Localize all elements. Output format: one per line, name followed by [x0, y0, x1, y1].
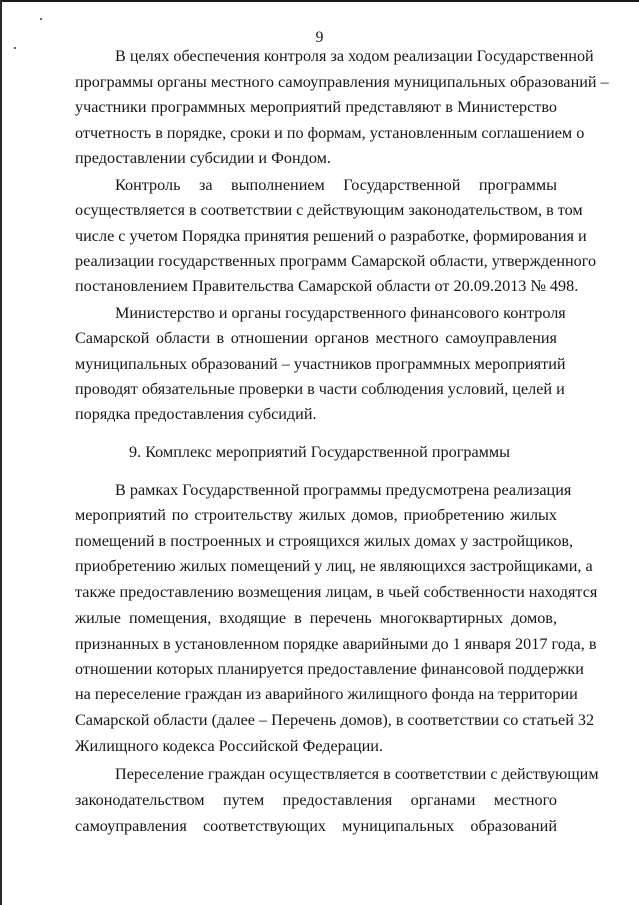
text-line: жилые помещения, входящие в перечень многоквартирных домов, — [75, 609, 557, 627]
scan-speck — [40, 18, 42, 20]
text-line: Переселение граждан осуществляется в соответствии с действующим — [115, 765, 599, 783]
text-line: отчетность в порядке, сроки и по формам, установленным соглашением о — [75, 124, 585, 142]
page-number: 9 — [315, 29, 324, 46]
text-line: помещений в построенных и строящихся жилых домах у застройщиков, — [75, 532, 574, 550]
text-line: проводят обязательные проверки в части соблюдения условий, целей и — [75, 380, 565, 398]
text-line: предоставлении субсидии и Фондом. — [75, 149, 331, 167]
text-line: приобретению жилых помещений у лиц, не являющихся застройщиками, а — [75, 557, 593, 575]
text-line: Жилищного кодекса Российской Федерации. — [75, 737, 383, 755]
text-line: признанных в установленном порядке аварийными до 1 января 2017 года, в — [75, 635, 597, 653]
text-line: числе с учетом Порядка принятия решений о разработке, формирования и — [75, 227, 587, 245]
text-line: самоуправления соответствующих муниципальных образований — [75, 817, 557, 835]
text-line: отношении которых планируется предоставление финансовой поддержки — [75, 660, 584, 678]
scan-speck — [14, 47, 16, 49]
text-line: мероприятий по строительству жилых домов, приобретению жилых — [75, 506, 557, 524]
text-line: осуществляется в соответствии с действующим законодательством, в том — [75, 201, 583, 219]
text-line: постановлением Правительства Самарской области от 20.09.2013 № 498. — [75, 277, 579, 295]
text-line: Министерство и органы государственного финансового контроля — [115, 304, 566, 322]
text-line: также предоставлению возмещения лицам, в чьей собственности находятся — [75, 583, 598, 601]
text-line: Контроль за выполнением Государственной программы — [115, 176, 557, 194]
text-line: В целях обеспечения контроля за ходом реализации Государственной — [115, 47, 594, 65]
text-line: Самарской области (далее – Перечень домов), в соответствии со статьей 32 — [75, 711, 595, 729]
text-line: Самарской области в отношении органов местного самоуправления — [75, 329, 557, 347]
text-line: на переселение граждан из аварийного жилищного фонда на территории — [75, 685, 578, 703]
scan-edge-top — [0, 0, 639, 2]
text-line: законодательством путем предоставления органами местного — [75, 791, 557, 809]
text-line: муниципальных образований – участников программных мероприятий — [75, 355, 566, 373]
section-heading: 9. Комплекс мероприятий Государственной программы — [129, 443, 510, 461]
text-line: порядка предоставления субсидий. — [75, 405, 317, 423]
text-line: программы органы местного самоуправления муниципальных образований – — [75, 73, 609, 91]
text-line: участники программных мероприятий представляют в Министерство — [75, 98, 557, 116]
text-line: В рамках Государственной программы предусмотрена реализация — [115, 481, 572, 499]
text-line: реализации государственных программ Самарской области, утвержденного — [75, 252, 597, 270]
